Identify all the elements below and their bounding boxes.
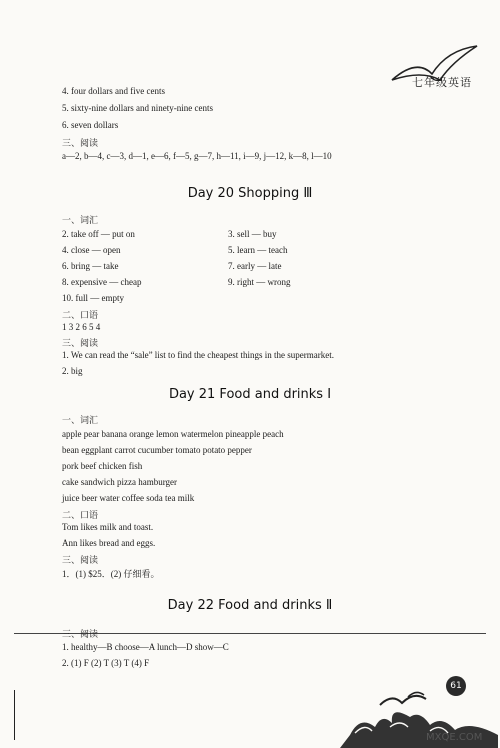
section-heading: 三、阅读 — [62, 139, 99, 149]
answer-line: bean eggplant carrot cucumber tomato potato pepper — [62, 445, 252, 455]
answer-line: 1. We can read the “sale” list to find the cheapest things in the supermarket. — [62, 350, 335, 360]
answer-line: 10. full — empty — [62, 293, 124, 303]
answer-line: apple pear banana orange lemon watermelon pineapple peach — [62, 429, 284, 439]
answer-line: 2. take off — put on — [62, 229, 135, 239]
answer-line: 8. expensive — cheap — [62, 277, 142, 287]
answer-line: 7. early — late — [228, 261, 282, 271]
answer-line: a—2, b—4, c—3, d—1, e—6, f—5, g—7, h—11, i—9, j—12, k—8, l—10 — [62, 151, 332, 161]
answer-line: Ann likes bread and eggs. — [62, 538, 156, 548]
section-heading: 二、口语 — [62, 511, 99, 521]
book-title: 七年级英语 — [412, 76, 472, 89]
section-heading: 二、口语 — [62, 311, 99, 321]
answer-line: cake sandwich pizza hamburger — [62, 477, 178, 487]
answer-line: Tom likes milk and toast. — [62, 522, 154, 532]
answer-line: pork beef chicken fish — [62, 461, 143, 471]
answer-line: 1. healthy—B choose—A lunch—D show—C — [62, 642, 229, 652]
day-20-title: Day 20 Shopping Ⅲ — [187, 186, 313, 201]
answer-line: 1．(1) $25．(2) 仔细看。 — [62, 569, 160, 579]
answer-line: 3. sell — buy — [228, 229, 277, 239]
section-heading: 一、词汇 — [62, 416, 99, 426]
page-number: 61 — [446, 676, 466, 696]
section-heading: 三、阅读 — [62, 556, 99, 566]
answer-line: 5. learn — teach — [228, 245, 288, 255]
answer-line: juice beer water coffee soda tea milk — [62, 493, 195, 503]
section-heading: 三、阅读 — [62, 339, 99, 349]
answer-line: 6. bring — take — [62, 261, 119, 271]
day-21-title: Day 21 Food and drinks Ⅰ — [168, 387, 332, 402]
answer-line: 5. sixty-nine dollars and ninety-nine cents — [62, 103, 213, 113]
answer-line: 2. (1) F (2) T (3) T (4) F — [62, 658, 150, 668]
answer-line: 4. four dollars and five cents — [62, 86, 165, 96]
day-22-title: Day 22 Food and drinks Ⅱ — [167, 598, 333, 613]
answer-line: 9. right — wrong — [228, 277, 291, 287]
answer-line: 1 3 2 6 5 4 — [62, 322, 101, 332]
margin-line — [14, 690, 15, 740]
answer-line: 6. seven dollars — [62, 120, 119, 130]
answer-line: 4. close — open — [62, 245, 121, 255]
watermark: MXQE.COM — [426, 732, 483, 743]
section-heading: 一、词汇 — [62, 216, 99, 226]
section-heading: 三、阅读 — [62, 630, 99, 640]
answer-line: 2. big — [62, 366, 83, 376]
